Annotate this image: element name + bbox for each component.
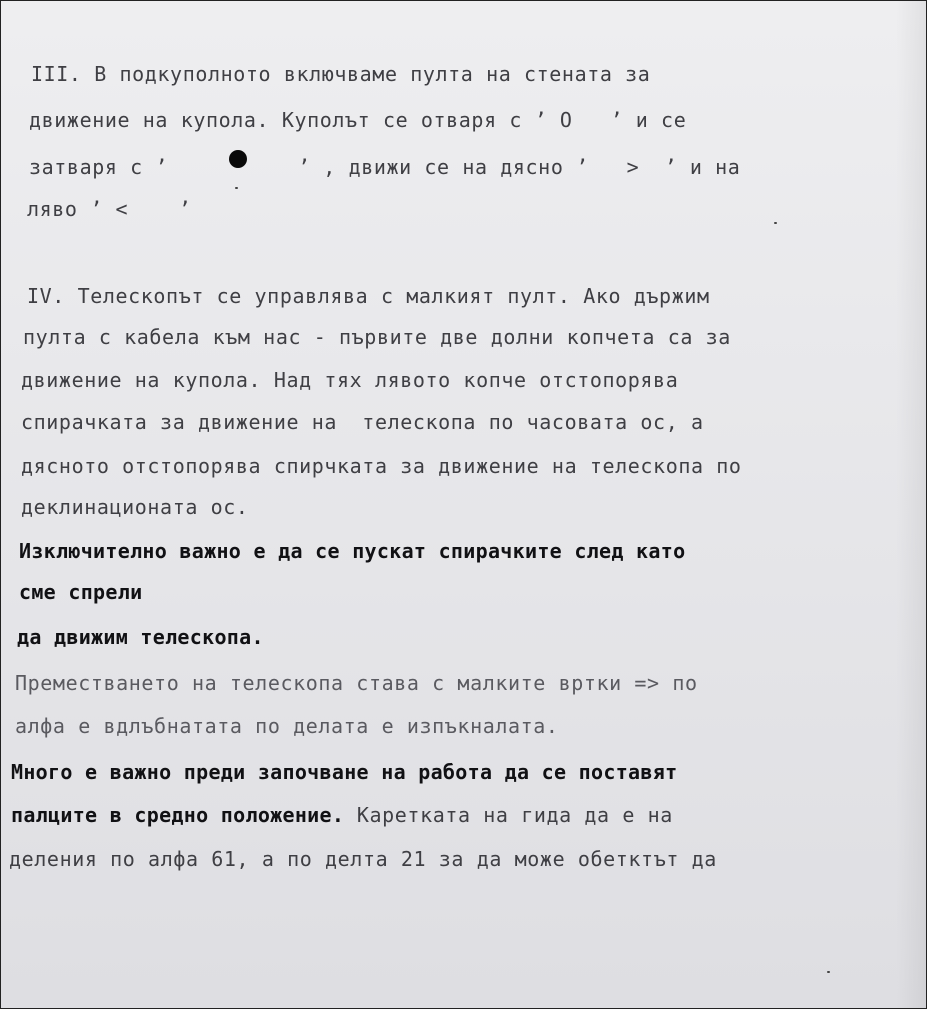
movement-line1: Преместването на телескопа става с малките вртки => по xyxy=(15,671,698,695)
warning2-line1: Много е важно преди започване на работа да се поставят xyxy=(11,760,678,784)
section4-line5: дясното отстопорява спирчката за движение на телескопа по xyxy=(21,454,742,478)
print-speck xyxy=(774,222,777,224)
movement-line2: алфа е вдлъбнатата по делата е изпъкналата. xyxy=(15,714,559,738)
section4-line1: IV. Телескопът се управлява с малкият пулт. Ако държим xyxy=(27,284,710,308)
section3-line3-start: затваря с ’ xyxy=(29,155,169,179)
section4-line3: движение на купола. Над тях лявото копче отстопорява xyxy=(21,368,679,392)
page-shadow xyxy=(896,1,926,1008)
section4-line4: спирачката за движение на телескопа по часовата ос, а xyxy=(21,410,704,434)
warning1-line1: Изключително важно е да се пускат спирачките след като xyxy=(19,539,686,563)
warning2-line3: деления по алфа 61, а по делта 21 за да може обетктът да xyxy=(9,847,717,871)
print-speck xyxy=(827,971,830,973)
section4-line2: пулта с кабела към нас - първите две долни копчета са за xyxy=(23,325,731,349)
filled-circle-symbol xyxy=(229,150,247,168)
warning1-line3: да движим телескопа. xyxy=(17,625,264,649)
warning2-line2-bold: палците в средно положение. xyxy=(11,803,345,827)
warning1-line2: сме спрели xyxy=(19,580,143,604)
warning2-line2-rest: Каретката на гида да е на xyxy=(344,803,673,827)
section3-line3-end: ’ , движи се на дясно ’ > ’ и на xyxy=(298,155,741,179)
section4-line6: деклинационата ос. xyxy=(21,495,249,519)
warning2-line2 xyxy=(11,803,673,827)
print-speck xyxy=(235,187,238,189)
section3-line1: III. В подкуполното включваме пулта на стената за xyxy=(31,62,651,86)
section3-line4: ляво ’ < ’ xyxy=(27,197,192,221)
section3-line2: движение на купола. Куполът се отваря с ’ O ’ и се xyxy=(29,108,687,132)
